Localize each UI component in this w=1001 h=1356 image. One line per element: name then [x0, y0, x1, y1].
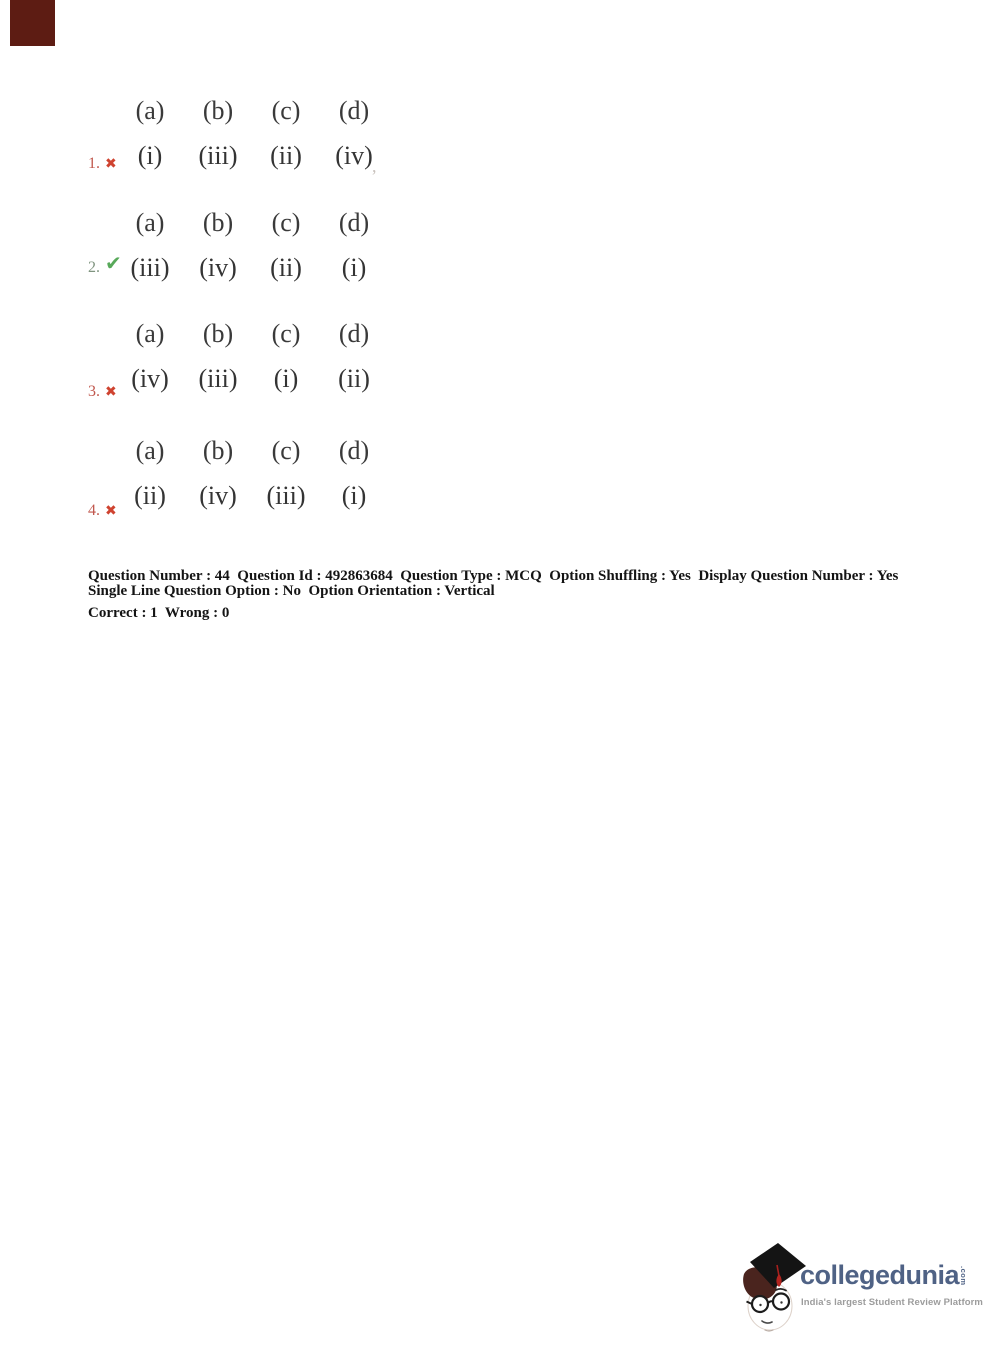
answer-value: (ii)	[134, 481, 166, 510]
option-letter: (b)	[202, 96, 234, 125]
answer-value: (iv)	[131, 364, 169, 393]
corner-mark	[10, 0, 55, 46]
wrong-cross-icon: ✖	[105, 503, 117, 519]
collegedunia-logo	[740, 1238, 1001, 1348]
options-header-row	[116, 96, 406, 126]
option-letter: (c)	[271, 436, 301, 465]
answer-value: (i)	[341, 253, 367, 282]
answer-value: (iv)	[199, 253, 237, 282]
metadata-line-1: Question Number : 44 Question Id : 492863684 Question Type : MCQ Option Shuffling : Yes Display Question Number : Yes	[88, 568, 899, 584]
wrong-cross-icon: ✖	[105, 156, 117, 172]
wrong-cross-icon: ✖	[105, 384, 117, 400]
question-label-4	[88, 502, 117, 520]
answer-value: (iii)	[198, 364, 238, 393]
option-letter: (b)	[202, 208, 234, 237]
answers-row	[116, 481, 406, 511]
logo-domain-suffix: .com	[959, 1266, 968, 1286]
question-number: 1.	[88, 155, 100, 172]
option-letter: (d)	[338, 436, 370, 465]
answer-value: (ii)	[338, 364, 370, 393]
options-header-row	[116, 319, 406, 349]
answer-block-2	[116, 208, 406, 283]
metadata-line-3: Correct : 1 Wrong : 0	[88, 605, 230, 621]
answer-value: (ii)	[270, 141, 302, 170]
answer-value: (i)	[341, 481, 367, 510]
logo-wordmark: collegedunia	[800, 1260, 960, 1290]
answer-value: (i)	[137, 141, 163, 170]
answer-value: (iii)	[198, 141, 238, 170]
answer-block-3	[116, 319, 406, 394]
question-label-3	[88, 383, 117, 401]
question-number: 4.	[88, 502, 100, 519]
answer-value: (i)	[273, 364, 299, 393]
options-header-row	[116, 208, 406, 238]
option-letter: (a)	[135, 96, 165, 125]
answer-value: (ii)	[270, 253, 302, 282]
question-label-1	[88, 155, 117, 173]
option-letter: (a)	[135, 319, 165, 348]
answers-row	[116, 141, 406, 171]
answer-block-4	[116, 436, 406, 511]
logo-tagline: India's largest Student Review Platform	[801, 1297, 983, 1308]
option-letter: (c)	[271, 208, 301, 237]
question-label-2	[88, 251, 122, 277]
stray-mark: ,	[372, 156, 377, 176]
option-letter: (c)	[271, 96, 301, 125]
options-header-row	[116, 436, 406, 466]
answer-value: (iv)	[335, 141, 373, 170]
option-letter: (a)	[135, 208, 165, 237]
question-number: 2.	[88, 259, 100, 276]
option-letter: (b)	[202, 319, 234, 348]
answer-block-1	[116, 96, 406, 171]
correct-check-icon: ✔	[105, 251, 122, 275]
answers-row	[116, 253, 406, 283]
option-letter: (b)	[202, 436, 234, 465]
answer-value: (iii)	[266, 481, 306, 510]
option-letter: (d)	[338, 96, 370, 125]
option-letter: (a)	[135, 436, 165, 465]
option-letter: (d)	[338, 319, 370, 348]
option-letter: (d)	[338, 208, 370, 237]
answer-value: (iii)	[130, 253, 170, 282]
option-letter: (c)	[271, 319, 301, 348]
answer-value: (iv)	[199, 481, 237, 510]
answers-row	[116, 364, 406, 394]
metadata-line-2: Single Line Question Option : No Option Orientation : Vertical	[88, 583, 495, 599]
question-number: 3.	[88, 383, 100, 400]
